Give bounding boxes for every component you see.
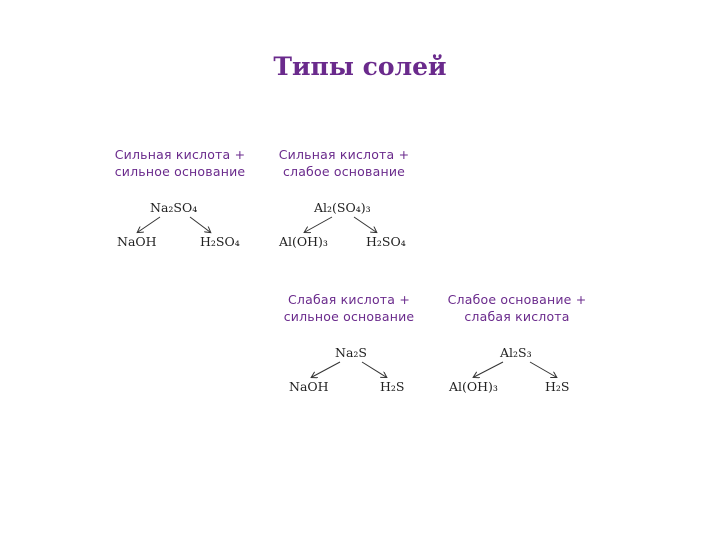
arrow-to-acid xyxy=(190,217,210,232)
base-formula: NaOH xyxy=(117,234,157,249)
salt-formula: Al₂(SO₄)₃ xyxy=(314,200,371,215)
block-heading-line1: Слабое основание + xyxy=(447,292,587,307)
arrow-to-acid xyxy=(530,362,556,377)
arrow-to-acid xyxy=(362,362,386,377)
salt-formula: Al₂S₃ xyxy=(500,345,532,360)
salt-formula: Na₂SO₄ xyxy=(150,200,198,215)
arrow-to-base xyxy=(474,362,503,377)
acid-formula: H₂S xyxy=(380,379,405,394)
base-formula: NaOH xyxy=(289,379,329,394)
arrow-to-acid xyxy=(354,217,376,232)
base-formula: Al(OH)₃ xyxy=(449,379,498,394)
acid-formula: H₂SO₄ xyxy=(200,234,240,249)
acid-formula: H₂SO₄ xyxy=(366,234,406,249)
arrow-to-base xyxy=(138,217,160,232)
base-formula: Al(OH)₃ xyxy=(279,234,328,249)
block-heading-line1: Слабая кислота + xyxy=(287,292,410,307)
salt-formula: Na₂S xyxy=(335,345,367,360)
block-heading-line2: сильное основание xyxy=(283,309,415,324)
block-heading-line2: слабое основание xyxy=(282,164,406,179)
block-heading-line1: Сильная кислота + xyxy=(278,147,410,162)
block-heading-line2: слабая кислота xyxy=(464,309,570,324)
slide-title: Типы солей xyxy=(273,52,447,81)
block-heading-line2: сильное основание xyxy=(114,164,246,179)
block-heading-line1: Сильная кислота + xyxy=(114,147,246,162)
arrow-to-base xyxy=(305,217,332,232)
arrow-to-base xyxy=(312,362,340,377)
acid-formula: H₂S xyxy=(545,379,570,394)
